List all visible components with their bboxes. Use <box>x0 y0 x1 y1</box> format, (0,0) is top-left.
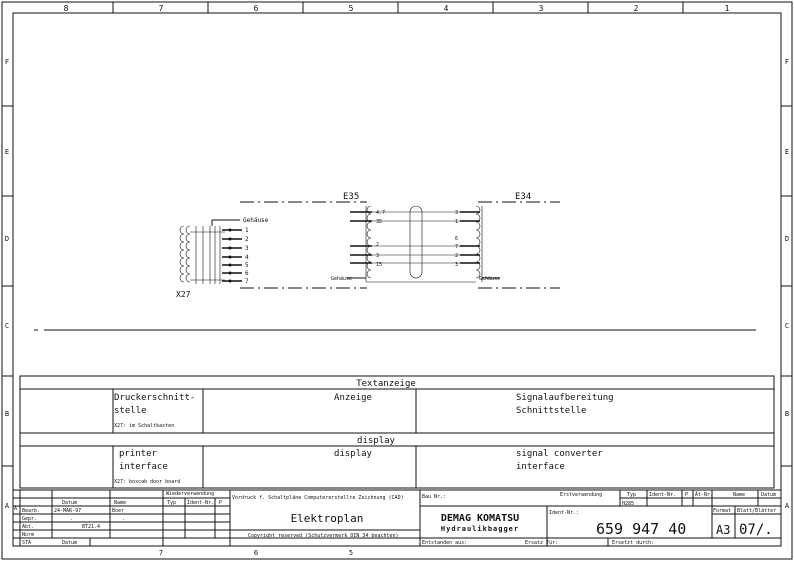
tb-ident-nr-2: Ident-Nr.: <box>549 510 580 516</box>
x27-coil-symbols <box>180 226 190 282</box>
e34-wire-4: 7 <box>455 244 459 250</box>
x27-label: X27 <box>176 290 191 299</box>
tb-typ-value: H285 <box>622 501 635 507</box>
zone-row-c-right: C <box>784 322 790 330</box>
x27-pin-terminals <box>229 229 232 283</box>
x27-pin-gehause: Gehäuse <box>243 217 269 224</box>
e34-wire-3: 6 <box>455 236 459 242</box>
en-col1-line2: interface <box>119 462 168 472</box>
tb-typ: Typ <box>167 500 177 506</box>
tb-name-hdr: Name <box>733 492 746 498</box>
wire-bundle <box>366 206 476 282</box>
textanzeige-table <box>20 376 774 488</box>
zone-col-5: 5 <box>348 4 354 13</box>
connector-x27 <box>176 217 269 299</box>
zone-row-e-right: E <box>784 148 790 156</box>
e35-wire-4: 15 <box>376 262 383 268</box>
tb-ersetzt-durch: Ersetzt durch: <box>612 540 655 546</box>
e34-gehause-label: Gehäuse <box>479 276 501 282</box>
tb-abt-label: Abt. <box>22 524 35 530</box>
zone-bottom-5: 5 <box>348 549 354 557</box>
tb-p-hdr: P <box>685 492 689 498</box>
de-col2: Anzeige <box>334 393 372 403</box>
x27-pin-3: 3 <box>245 245 249 252</box>
zone-row-b-left: B <box>4 410 10 418</box>
tb-aend-hdr: Ät-Nr. <box>695 492 714 498</box>
tb-company-line1: DEMAG KOMATSU <box>440 513 520 524</box>
zone-col-3: 3 <box>538 4 544 13</box>
en-col1-note: X27: boxcab door board <box>114 479 181 485</box>
tb-bau-nr: Bau Nr.: <box>422 494 447 500</box>
title-block <box>13 490 781 546</box>
tb-erstverwendung: Erstverwendung <box>560 492 603 498</box>
tb-wiederverwendung: Wiederverwendung <box>166 491 215 497</box>
connector-e35 <box>331 206 385 282</box>
de-col3-line1: Signalaufbereitung <box>516 393 614 403</box>
zone-col-1: 1 <box>724 4 730 13</box>
e35-wire-2: 2 <box>376 242 380 248</box>
e35-wire-1: 4.7 <box>376 210 386 216</box>
e35-gehause-label: Gehäuse <box>331 276 353 282</box>
tb-norm-label: Norm <box>22 532 35 538</box>
zone-col-7: 7 <box>158 4 164 13</box>
e34-wire-6: 3 <box>455 262 459 268</box>
tb-name-header: Name <box>114 500 127 506</box>
tb-copyright: Copyright reserved (Schutzvermerk DIN 34 beachten) <box>248 533 399 539</box>
zone-col-2: 2 <box>633 4 639 13</box>
outer-border <box>2 2 792 559</box>
tb-sta-label: STA <box>22 540 32 546</box>
tb-blatt-hdr: Blatt/Blätter <box>737 508 777 514</box>
e34-wire-2: 1 <box>455 219 459 225</box>
tb-title: Elektroplan <box>290 512 364 525</box>
zone-col-6: 6 <box>253 4 259 13</box>
tb-format-value: A3 <box>716 523 731 537</box>
x27-pin-5: 5 <box>245 262 249 269</box>
zone-labels-top <box>64 4 730 13</box>
e35-wire-3: 3 <box>376 253 380 259</box>
zone-row-d-right: D <box>784 235 790 243</box>
tb-bearb-label: Bearb. <box>22 508 41 514</box>
zone-row-c-left: C <box>4 322 10 330</box>
x27-pin-1: 1 <box>245 227 249 234</box>
cable-shield <box>410 206 422 278</box>
zone-row-f-left: F <box>4 58 10 66</box>
x27-pin-7: 7 <box>245 278 249 285</box>
tb-bearb-name: Boer <box>112 508 125 514</box>
tb-abt-datum: BT21.4 <box>82 524 101 530</box>
e34-label: E34 <box>515 192 532 202</box>
tb-typ-hdr: Typ <box>627 492 637 498</box>
tb-bearb-datum: 24-MAR-97 <box>54 508 82 514</box>
tb-p: P <box>219 500 223 506</box>
textanzeige-heading: Textanzeige <box>356 379 416 389</box>
connector-e34 <box>455 206 500 282</box>
zone-row-b-right: B <box>784 410 790 418</box>
tb-datum-header: Datum <box>62 500 78 506</box>
tb-company-line2: Hydraulikbagger <box>440 525 520 533</box>
e34-pin-lines <box>460 212 480 263</box>
e35-label: E35 <box>343 192 360 202</box>
tb-gepr-name: . <box>122 516 126 522</box>
tb-vordruck: Vordruck f. Schaltpläne Computererstellte Zeichnung (CAD) <box>232 495 404 501</box>
e34-wire-5: 2 <box>455 253 459 259</box>
zone-row-e-left: E <box>4 148 10 156</box>
en-col3-line1: signal converter <box>516 449 603 459</box>
x27-pin-6: 6 <box>245 270 249 277</box>
zone-row-f-right: F <box>784 58 790 66</box>
tb-gepr-datum: . <box>70 516 74 522</box>
de-col3-line2: Schnittstelle <box>516 406 587 416</box>
x27-pin-2: 2 <box>245 236 249 243</box>
tb-revision: A <box>14 506 18 512</box>
tb-datum-footer: Datum <box>62 540 78 546</box>
tb-datum-hdr: Datum <box>761 492 777 498</box>
de-col1-line2: stelle <box>114 406 147 416</box>
display-heading: display <box>357 436 395 446</box>
tb-ident-hdr: Ident-Nr. <box>649 492 677 498</box>
tb-format-hdr: Format <box>713 508 732 514</box>
tb-ersatz-fuer: Ersatz für: <box>525 540 559 546</box>
zone-col-4: 4 <box>443 4 449 13</box>
tb-blatt-value: 07/. <box>739 522 773 538</box>
de-col1-note: X27: im Schaltkasten <box>114 423 175 429</box>
tb-gepr-label: Gepr. <box>22 516 38 522</box>
en-col2: display <box>334 449 372 459</box>
x27-pin-4: 4 <box>245 254 249 261</box>
e35-wire-5: 35 <box>376 219 383 225</box>
zone-bottom-7: 7 <box>158 549 164 557</box>
zone-bottom-6: 6 <box>253 549 259 557</box>
en-col1-line1: printer <box>119 449 157 459</box>
zone-row-a-right: A <box>784 502 790 510</box>
de-col1-line1: Druckerschnitt- <box>114 393 196 403</box>
zone-col-8: 8 <box>63 4 69 13</box>
tb-ident-nr: Ident-Nr. <box>187 500 215 506</box>
tb-doc-number: 659 947 40 <box>596 520 687 538</box>
boundary-lines <box>240 202 560 288</box>
zone-row-d-left: D <box>4 235 10 243</box>
x27-pin-lines <box>222 230 242 281</box>
tb-entstanden-aus: Entstanden aus: <box>422 540 468 546</box>
e34-wire-1: 3 <box>455 210 459 216</box>
en-col3-line2: interface <box>516 462 565 472</box>
zone-row-a-left: A <box>4 502 10 510</box>
zone-ticks-top <box>113 2 683 13</box>
